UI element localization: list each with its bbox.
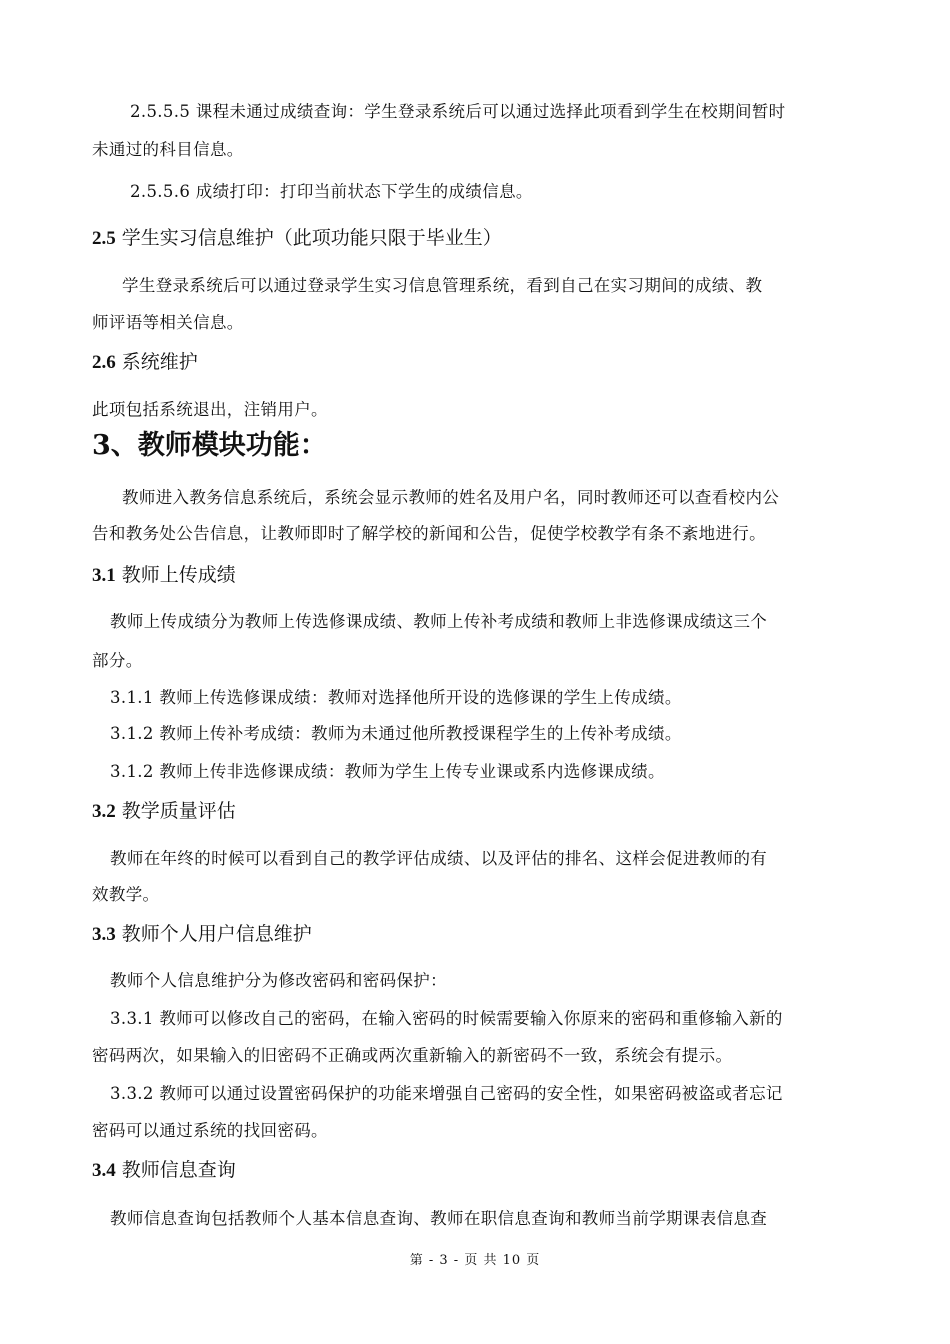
paragraph-line: 3.3.1 教师可以修改自己的密码，在输入密码的时候需要输入你原来的密码和重修输入新的 <box>110 1009 783 1028</box>
section-title: 学生实习信息维护（此项功能只限于毕业生） <box>115 227 502 249</box>
section-heading-3-1 <box>92 560 236 587</box>
paragraph-line: 未通过的科目信息。 <box>92 140 244 159</box>
paragraph-line: 密码两次，如果输入的旧密码不正确或两次重新输入的新密码不一致，系统会有提示。 <box>92 1046 733 1065</box>
paragraph-line: 2.5.5.5 课程未通过成绩查询：学生登录系统后可以通过选择此项看到学生在校期间暂时 <box>130 102 786 121</box>
section-title: 教师上传成绩 <box>115 564 236 586</box>
paragraph-line: 师评语等相关信息。 <box>92 313 244 332</box>
section-heading-2-5 <box>92 223 502 250</box>
paragraph-line: 教师上传成绩分为教师上传选修课成绩、教师上传补考成绩和教师上非选修课成绩这三个 <box>110 612 768 631</box>
section-number: 3.4 <box>92 1160 116 1181</box>
section-title: 系统维护 <box>115 351 198 373</box>
paragraph-line: 告和教务处公告信息，让教师即时了解学校的新闻和公告，促使学校教学有条不紊地进行。 <box>92 524 766 543</box>
paragraph-line: 教师进入教务信息系统后，系统会显示教师的姓名及用户名，同时教师还可以查看校内公 <box>122 488 780 507</box>
section-title: 教师个人用户信息维护 <box>115 923 312 945</box>
paragraph-line: 3.3.2 教师可以通过设置密码保护的功能来增强自己密码的安全性，如果密码被盗或者忘记 <box>110 1084 783 1103</box>
paragraph-line: 教师在年终的时候可以看到自己的教学评估成绩、以及评估的排名、这样会促进教师的有 <box>110 849 768 868</box>
paragraph-line: 2.5.5.6 成绩打印：打印当前状态下学生的成绩信息。 <box>130 182 533 201</box>
section-number: 3.3 <box>92 924 116 945</box>
section-heading-3-4 <box>92 1155 236 1182</box>
section-heading-2-6 <box>92 347 198 374</box>
section-title: 教学质量评估 <box>115 800 236 822</box>
paragraph-line: 效教学。 <box>92 885 160 904</box>
section-number: 2.5 <box>92 228 116 249</box>
section-heading-3-2 <box>92 796 236 823</box>
paragraph-line: 教师个人信息维护分为修改密码和密码保护： <box>110 971 447 990</box>
section-title: 教师信息查询 <box>115 1159 236 1181</box>
section-heading-3-3 <box>92 919 312 946</box>
paragraph-line: 此项包括系统退出，注销用户。 <box>92 400 328 419</box>
section-number: 3.2 <box>92 801 116 822</box>
paragraph-line: 教师信息查询包括教师个人基本信息查询、教师在职信息查询和教师当前学期课表信息查 <box>110 1209 768 1228</box>
paragraph-line: 密码可以通过系统的找回密码。 <box>92 1121 328 1140</box>
paragraph-line: 3.1.1 教师上传选修课成绩：教师对选择他所开设的选修课的学生上传成绩。 <box>110 688 682 707</box>
chapter-heading: 3、教师模块功能： <box>92 430 327 461</box>
section-number: 3.1 <box>92 565 116 586</box>
paragraph-line: 学生登录系统后可以通过登录学生实习信息管理系统，看到自己在实习期间的成绩、教 <box>122 276 763 295</box>
section-number: 2.6 <box>92 352 116 373</box>
page-footer: 第 - 3 - 页 共 10 页 <box>409 1253 541 1268</box>
paragraph-line: 部分。 <box>92 651 143 670</box>
paragraph-line: 3.1.2 教师上传非选修课成绩：教师为学生上传专业课或系内选修课成绩。 <box>110 762 665 781</box>
paragraph-line: 3.1.2 教师上传补考成绩：教师为未通过他所教授课程学生的上传补考成绩。 <box>110 724 682 743</box>
